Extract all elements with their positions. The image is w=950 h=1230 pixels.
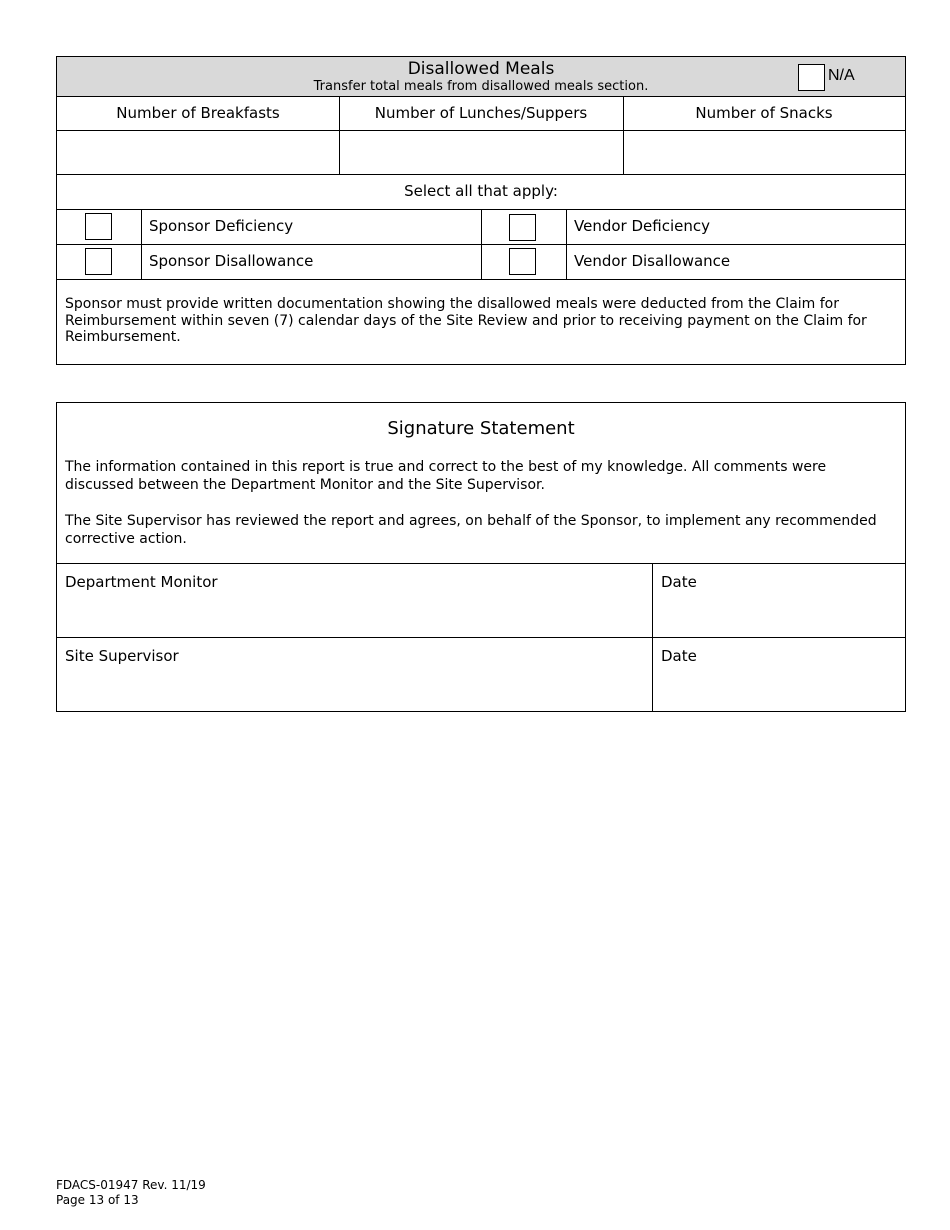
department-monitor-label: Department Monitor — [65, 573, 218, 591]
sponsor-deficiency-label: Sponsor Deficiency — [149, 217, 294, 235]
page-number: Page 13 of 13 — [56, 1193, 139, 1207]
date-label: Date — [661, 647, 697, 665]
disallowed-meals-subtitle: Transfer total meals from disallowed meals section. — [313, 79, 649, 94]
disallowed-meals-section — [56, 56, 906, 365]
select-all-instruction: Select all that apply: — [404, 182, 558, 200]
divider — [623, 97, 624, 174]
breakfasts-count-field[interactable] — [57, 130, 339, 174]
department-monitor-signature-field[interactable] — [57, 564, 652, 637]
na-checkbox[interactable] — [798, 64, 825, 91]
signature-statement-title: Signature Statement — [387, 418, 575, 439]
signature-paragraph-2: The Site Supervisor has reviewed the report and agrees, on behalf of the Sponsor, to implement any recommended corrective action. — [65, 513, 877, 547]
site-supervisor-label: Site Supervisor — [65, 647, 179, 665]
vendor-deficiency-label: Vendor Deficiency — [574, 217, 710, 235]
vendor-deficiency-checkbox[interactable] — [509, 214, 536, 241]
vendor-disallowance-checkbox[interactable] — [509, 248, 536, 275]
divider — [57, 130, 905, 131]
site-supervisor-signature-field[interactable] — [57, 638, 652, 711]
snacks-column-header: Number of Snacks — [695, 104, 833, 122]
signature-statement-section — [56, 402, 906, 712]
divider — [566, 209, 567, 279]
site-supervisor-date-field[interactable] — [653, 638, 905, 711]
divider — [481, 209, 482, 279]
divider — [141, 209, 142, 279]
signature-paragraph-1: The information contained in this report is true and correct to the best of my knowledge. All comments were discussed between the Department Monitor and the Site Supervisor. — [65, 459, 827, 493]
snacks-count-field[interactable] — [623, 130, 905, 174]
lunches-suppers-count-field[interactable] — [339, 130, 623, 174]
disallowed-meals-title: Disallowed Meals — [407, 59, 555, 79]
sponsor-disallowance-label: Sponsor Disallowance — [149, 252, 314, 270]
form-number: FDACS-01947 Rev. 11/19 — [56, 1178, 206, 1192]
department-monitor-date-field[interactable] — [653, 564, 905, 637]
lunches-suppers-column-header: Number of Lunches/Suppers — [374, 104, 588, 122]
date-label: Date — [661, 573, 697, 591]
sponsor-disallowance-checkbox[interactable] — [85, 248, 112, 275]
sponsor-deficiency-checkbox[interactable] — [85, 213, 112, 240]
divider — [57, 279, 905, 280]
divider — [339, 97, 340, 174]
breakfasts-column-header: Number of Breakfasts — [116, 104, 280, 122]
na-label: N/A — [828, 67, 855, 84]
documentation-note: Sponsor must provide written documentation showing the disallowed meals were deducted from the Claim for Reimbursement within seven (7) calendar days of the Site Review and prior to receiving payment on the Claim for Reimbursement. — [65, 296, 867, 345]
disallowed-meals-header — [57, 57, 905, 97]
vendor-disallowance-label: Vendor Disallowance — [574, 252, 731, 270]
